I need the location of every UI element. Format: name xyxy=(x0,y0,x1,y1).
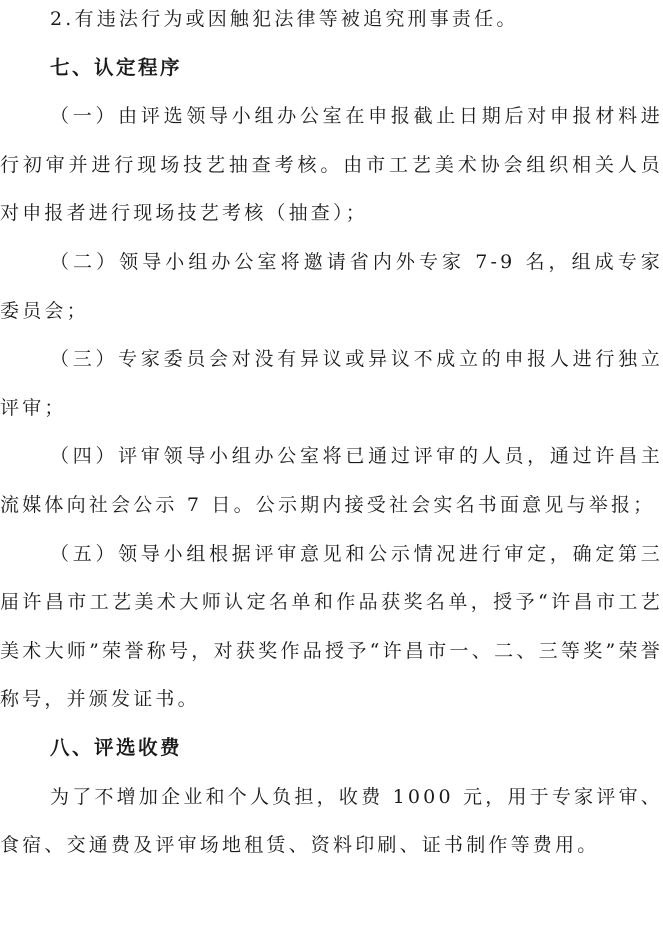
procedure-item-5: （五）领导小组根据评审意见和公示情况进行审定，确定第三届许昌市工艺美术大师认定名单和作品获奖名单，授予“许昌市工艺美术大师”荣誉称号，对获奖作品授予“许昌市一、二、三等奖”荣誉称号，并颁发证书。 xyxy=(0,542,663,711)
procedure-item-4: （四）评审领导小组办公室将已通过评审的人员，通过许昌主流媒体向社会公示 7 日。公示期内接受社会实名书面意见与举报； xyxy=(0,445,663,516)
procedure-item-3: （三）专家委员会对没有异议或异议不成立的申报人进行独立评审； xyxy=(0,348,663,419)
section-heading-fees: 八、评选收费 xyxy=(50,735,183,759)
procedure-item-1: （一）由评选领导小组办公室在申报截止日期后对申报材料进行初审并进行现场技艺抽查考核。由市工艺美术协会组织相关人员对申报者进行现场技艺考核（抽查）； xyxy=(0,105,663,225)
section-heading-procedure: 七、认定程序 xyxy=(50,55,183,79)
paragraph-disqualification-2: 2.有违法行为或因触犯法律等被追究刑事责任。 xyxy=(50,8,519,30)
procedure-item-2: （二）领导小组办公室将邀请省内外专家 7-9 名，组成专家委员会； xyxy=(0,250,663,322)
fees-paragraph: 为了不增加企业和个人负担，收费 1000 元，用于专家评审、食宿、交通费及评审场地租赁、资料印刷、证书制作等费用。 xyxy=(0,785,663,857)
